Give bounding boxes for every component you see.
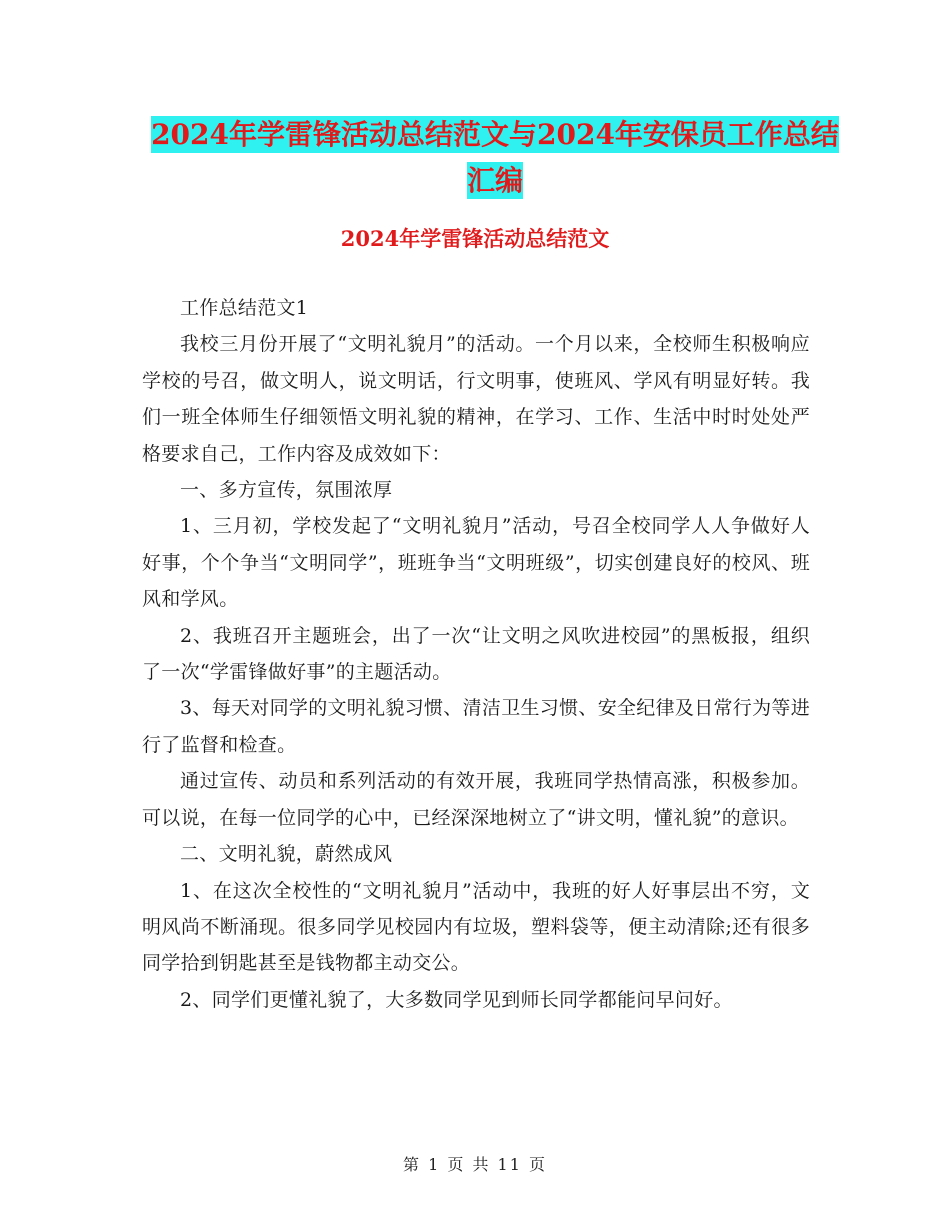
paragraph: 1、三月初，学校发起了“文明礼貌月”活动，号召全校同学人人争做好人好事，个个争当“文明同学”，班班争当“文明班级”，切实创建良好的校风、班风和学风。 xyxy=(142,515,810,611)
paragraph: 一、多方宣传，氛围浓厚 xyxy=(180,479,393,502)
paragraph: 2、同学们更懂礼貌了，大多数同学见到师长同学都能问早问好。 xyxy=(180,988,733,1011)
document-title xyxy=(150,112,840,204)
paragraph: 3、每天对同学的文明礼貌习惯、清洁卫生习惯、安全纪律及日常行为等进行了监督和检查。 xyxy=(142,697,810,756)
document-title-line2: 汇编 xyxy=(466,164,523,197)
paragraph: 二、文明礼貌，蔚然成风 xyxy=(180,843,393,866)
paragraph: 我校三月份开展了“文明礼貌月”的活动。一个月以来，全校师生积极响应学校的号召，做文明人，说文明话，行文明事，使班风、学风有明显好转。我们一班全体师生仔细领悟文明礼貌的精神，在学习、工作、生活中时时处处严格要求自己，工作内容及成效如下： xyxy=(142,333,810,465)
paragraph: 通过宣传、动员和系列活动的有效开展，我班同学热情高涨，积极参加。可以说，在每一位同学的心中，已经深深地树立了“讲文明，懂礼貌”的意识。 xyxy=(142,770,810,829)
paragraph: 1、在这次全校性的“文明礼貌月”活动中，我班的好人好事层出不穷，文明风尚不断涌现。很多同学见校园内有垃圾，塑料袋等，便主动清除;还有很多同学拾到钥匙甚至是钱物都主动交公。 xyxy=(142,879,810,975)
document-title-line1: 2024年学雷锋活动总结范文与2024年安保员工作总结 xyxy=(151,118,839,151)
paragraph: 工作总结范文1 xyxy=(180,297,309,319)
paragraph: 2、我班召开主题班会，出了一次“让文明之风吹进校园”的黑板报，组织了一次“学雷锋做好事”的主题活动。 xyxy=(142,624,810,684)
section-title: 2024年学雷锋活动总结范文 xyxy=(340,226,610,251)
document-body xyxy=(142,290,810,1018)
page-footer: 第 1 页 共 11 页 xyxy=(403,1155,547,1174)
